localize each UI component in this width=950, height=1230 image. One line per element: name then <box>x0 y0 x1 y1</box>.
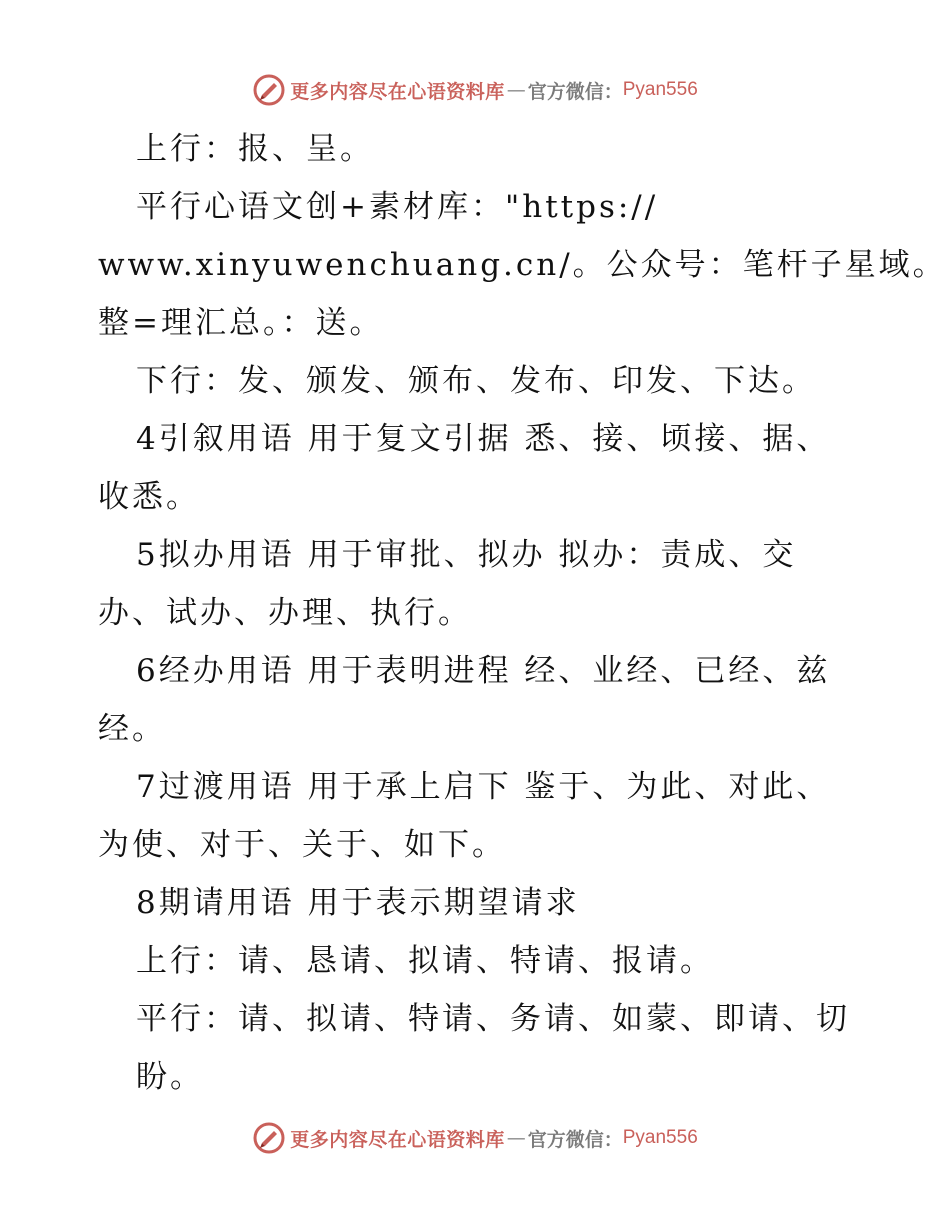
banner-separator: — <box>506 79 526 101</box>
banner-wechat-id: Pyan556 <box>622 1127 698 1148</box>
pen-logo-icon <box>252 73 286 107</box>
text-line: 6经办用语 用于表明进程 经、业经、已经、兹 <box>136 653 831 689</box>
text-line: 8期请用语 用于表示期望请求 <box>136 885 580 921</box>
banner-separator: — <box>506 1127 526 1149</box>
text-line: 7过渡用语 用于承上启下 鉴于、为此、对此、 <box>136 769 831 805</box>
banner-title: 更多内容尽在心语资料库 <box>290 80 505 103</box>
text-line: 经。 <box>98 711 166 747</box>
banner-wechat-label: 官方微信： <box>527 1128 623 1151</box>
text-line: 整=理汇总。：送。 <box>98 305 384 341</box>
text-line: 下行：发、颁发、颁布、发布、印发、下达。 <box>136 363 816 399</box>
pen-logo-icon <box>252 1121 286 1155</box>
text-line: 办、试办、办理、执行。 <box>98 595 472 631</box>
text-line: 5拟办用语 用于审批、拟办 拟办：责成、交 <box>136 537 797 573</box>
footer-banner <box>0 1118 950 1158</box>
banner-title: 更多内容尽在心语资料库 <box>290 1128 505 1151</box>
text-line: 盼。 <box>136 1059 204 1095</box>
text-line: 收悉。 <box>98 479 200 515</box>
banner-wechat-label: 官方微信： <box>527 80 623 103</box>
text-line: 上行：报、呈。 <box>136 131 374 167</box>
banner-wechat-id: Pyan556 <box>622 79 698 100</box>
text-line: 4引叙用语 用于复文引据 悉、接、顷接、据、 <box>136 421 831 457</box>
header-banner <box>0 70 950 110</box>
text-line: 为使、对于、关于、如下。 <box>98 827 506 863</box>
text-line: 上行：请、恳请、拟请、特请、报请。 <box>136 943 714 979</box>
text-line: www.xinyuwenchuang.cn/。公众号：笔杆子星域。 <box>98 247 947 283</box>
text-line: 平行：请、拟请、特请、务请、如蒙、即请、切 <box>136 1001 850 1037</box>
text-line: 平行心语文创+素材库："https:// <box>136 189 659 225</box>
